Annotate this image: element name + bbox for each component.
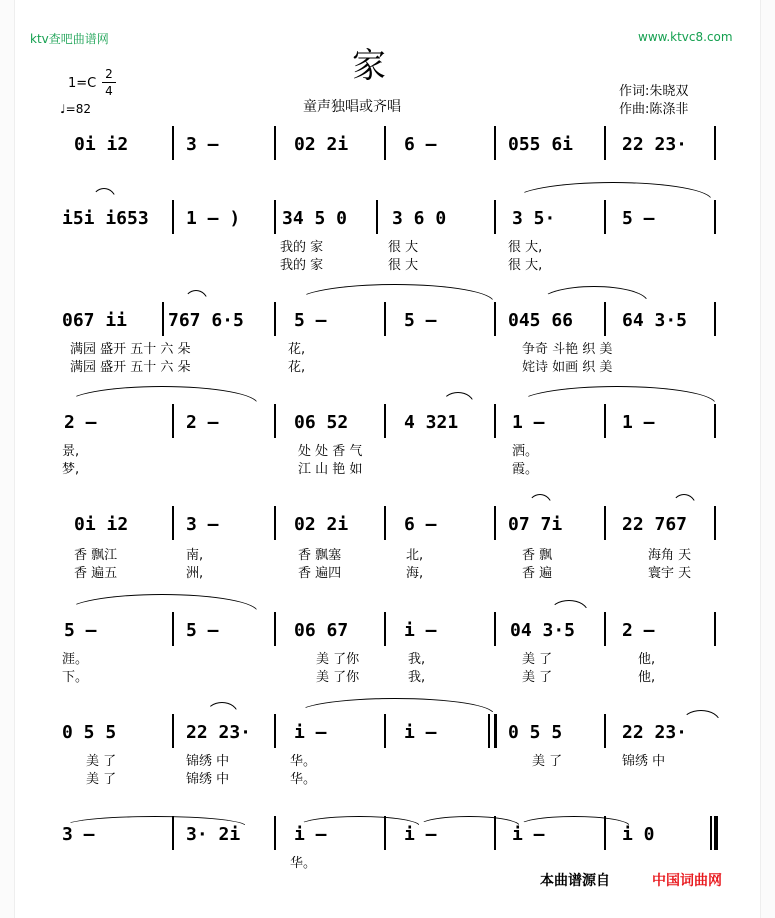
barline <box>604 404 606 438</box>
barline <box>274 200 276 234</box>
measure-2: 767 6·5 <box>168 310 244 331</box>
slur <box>550 600 588 612</box>
lyric-line-2: 美 了你 <box>316 670 360 685</box>
score-system-6 <box>62 620 720 685</box>
measure-2: 1 – ) <box>186 208 241 229</box>
site-watermark-right: www.ktvc8.com <box>638 30 733 44</box>
lyric-line-2: 他, <box>638 670 656 685</box>
slur <box>518 386 716 404</box>
measure-3: 02 2i <box>294 134 349 155</box>
lyric-line-2: 洲, <box>186 566 204 581</box>
lyric-line-1: 很 大 <box>388 240 419 255</box>
lyric-line-2: 我, <box>408 670 426 685</box>
measure-6: i 0 <box>622 824 655 845</box>
barline <box>384 816 386 850</box>
final-barline-thin <box>710 816 712 850</box>
lyric-line-1: 南, <box>186 548 204 563</box>
lyric-line-1: 香 飘塞 <box>298 548 342 563</box>
slur <box>442 392 474 404</box>
lyric-line-1: 他, <box>638 652 656 667</box>
barline <box>714 200 716 234</box>
lyric-line-2: 江 山 艳 如 <box>298 462 363 477</box>
lyric-line-1: 我的 家 <box>280 240 324 255</box>
lyric-line-2: 香 遍四 <box>298 566 342 581</box>
slur <box>184 290 208 302</box>
lyric-line-1: 北, <box>406 548 424 563</box>
barline <box>172 816 174 850</box>
barline <box>494 612 496 646</box>
lyric-line-1: 处 处 香 气 <box>298 444 363 459</box>
tempo-marking: ♩=82 <box>60 102 91 116</box>
measure-3: i – <box>294 824 327 845</box>
measure-5: 1 – <box>512 412 545 433</box>
measure-4: i – <box>404 824 437 845</box>
measure-6: 2 – <box>622 620 655 641</box>
lyric-line-2: 满园 盛开 五十 六 朵 <box>70 360 191 375</box>
barline <box>714 506 716 540</box>
measure-4: i – <box>404 620 437 641</box>
barline <box>384 404 386 438</box>
measure-4: i – <box>404 722 437 743</box>
slur <box>296 698 494 714</box>
score-system-8 <box>62 824 720 884</box>
footer-source-label: 本曲谱源自 <box>540 873 610 889</box>
measure-1: 3 – <box>62 824 95 845</box>
barline <box>172 126 174 160</box>
barline <box>172 714 174 748</box>
time-signature-top: 2 <box>102 66 116 83</box>
lyric-line-2: 美 了 <box>522 670 553 685</box>
measure-6: 64 3·5 <box>622 310 688 331</box>
slur <box>206 702 238 714</box>
repeat-barline <box>494 714 497 748</box>
barline <box>274 612 276 646</box>
measure-2: 5 – <box>186 620 219 641</box>
measure-3: i – <box>294 722 327 743</box>
lyric-line-2: 美 了 <box>86 772 117 787</box>
performance-note: 童声独唱或齐唱 <box>303 99 401 115</box>
barline <box>384 714 386 748</box>
barline <box>494 200 496 234</box>
barline <box>274 404 276 438</box>
barline <box>604 612 606 646</box>
lyric-line-1: 争奇 斗艳 织 美 <box>522 342 613 357</box>
measure-5: 3 5· <box>512 208 556 229</box>
barline <box>274 302 276 336</box>
barline <box>714 612 716 646</box>
measure-2: 3· 2i <box>186 824 241 845</box>
right-watermark-strip <box>760 0 775 918</box>
barline <box>384 506 386 540</box>
barline <box>274 714 276 748</box>
lyric-line-1: 花, <box>288 342 306 357</box>
measure-4: 5 – <box>404 310 437 331</box>
measure-6: 22 23· <box>622 722 688 743</box>
barline <box>274 816 276 850</box>
lyric-line-2: 华。 <box>290 772 317 787</box>
lyric-line-1: 美 了 <box>86 754 117 769</box>
measure-6: 1 – <box>622 412 655 433</box>
lyric-line-2: 梦, <box>62 462 80 477</box>
barline <box>714 404 716 438</box>
measure-6: 22 23· <box>622 134 688 155</box>
measure-2: 2 – <box>186 412 219 433</box>
left-watermark-strip <box>0 0 15 918</box>
lyric-line-1: 美 了 <box>522 652 553 667</box>
barline <box>604 126 606 160</box>
lyric-line-1: 锦绣 中 <box>622 754 666 769</box>
measure-1: 5 – <box>64 620 97 641</box>
barline <box>494 302 496 336</box>
lyric-line-2: 锦绣 中 <box>186 772 230 787</box>
measure-4: 4 321 <box>404 412 459 433</box>
barline <box>172 404 174 438</box>
slur <box>528 494 552 506</box>
song-title: 家 <box>352 46 386 86</box>
lyricist-credit: 作词:朱晓双 <box>619 84 689 99</box>
measure-6: 5 – <box>622 208 655 229</box>
measure-5: 04 3·5 <box>510 620 576 641</box>
barline <box>376 200 378 234</box>
score-system-5 <box>62 514 720 581</box>
measure-5: 07 7i <box>508 514 563 535</box>
barline <box>494 816 496 850</box>
barline <box>384 612 386 646</box>
measure-2: 3 – <box>186 514 219 535</box>
lyric-line-1: 美 了你 <box>316 652 360 667</box>
barline <box>384 302 386 336</box>
measure-3: 06 52 <box>294 412 349 433</box>
barline <box>714 302 716 336</box>
lyric-line-2: 很 大, <box>508 258 543 273</box>
measure-1: 2 – <box>64 412 97 433</box>
lyric-line-2: 霞。 <box>512 462 539 477</box>
lyric-line-1: 海角 天 <box>648 548 692 563</box>
barline <box>488 714 490 748</box>
measure-5: 055 6i <box>508 134 574 155</box>
footer-site-name: 中国词曲网 <box>652 873 722 889</box>
measure-5: i – <box>512 824 545 845</box>
lyric-line-2: 香 遍五 <box>74 566 118 581</box>
time-signature-bottom: 4 <box>105 84 113 98</box>
site-watermark-left: ktv查吧曲谱网 <box>30 32 109 46</box>
lyric-line-1: 华。 <box>290 856 317 871</box>
slur <box>540 286 648 302</box>
final-barline-thick <box>714 816 718 850</box>
lyric-line-1: 我, <box>408 652 426 667</box>
score-system-3 <box>62 310 720 375</box>
lyric-line-2: 姹诗 如画 织 美 <box>522 360 613 375</box>
barline <box>494 506 496 540</box>
slur <box>296 284 494 302</box>
lyric-line-1: 涯。 <box>62 652 89 667</box>
composer-credit: 作曲:陈涤非 <box>619 102 689 117</box>
lyric-line-2: 香 遍 <box>522 566 553 581</box>
measure-3: 06 67 <box>294 620 349 641</box>
measure-6: 22 767 <box>622 514 688 535</box>
measure-5: 045 66 <box>508 310 574 331</box>
barline <box>172 506 174 540</box>
measure-3: 02 2i <box>294 514 349 535</box>
slur <box>66 594 258 612</box>
measure-1: 0i i2 <box>74 514 129 535</box>
slur <box>66 386 258 404</box>
barline <box>494 126 496 160</box>
score-system-4 <box>62 412 720 477</box>
measure-1: 0i i2 <box>74 134 129 155</box>
barline <box>384 126 386 160</box>
key-signature: 1=C <box>68 76 97 91</box>
barline <box>604 714 606 748</box>
barline <box>604 200 606 234</box>
barline <box>172 200 174 234</box>
measure-4: 6 – <box>404 514 437 535</box>
lyric-line-2: 我的 家 <box>280 258 324 273</box>
lyric-line-2: 寰宇 天 <box>648 566 692 581</box>
measure-3: 5 – <box>294 310 327 331</box>
barline <box>714 126 716 160</box>
barline <box>604 506 606 540</box>
lyric-line-1: 华。 <box>290 754 317 769</box>
measure-1: 067 ii <box>62 310 128 331</box>
lyric-line-1: 锦绣 中 <box>186 754 230 769</box>
measure-4: 3 6 0 <box>392 208 447 229</box>
measure-3: 34 5 0 <box>282 208 348 229</box>
measure-5: 0 5 5 <box>508 722 563 743</box>
lyric-line-1: 很 大, <box>508 240 543 255</box>
slur <box>682 710 720 722</box>
lyric-line-1: 香 飘江 <box>74 548 118 563</box>
score-system-2 <box>62 208 720 273</box>
lyric-line-1: 满园 盛开 五十 六 朵 <box>70 342 191 357</box>
barline <box>274 126 276 160</box>
lyric-line-2: 下。 <box>62 670 89 685</box>
time-signature <box>102 66 116 99</box>
lyric-line-1: 景, <box>62 444 80 459</box>
lyric-line-1: 洒。 <box>512 444 539 459</box>
measure-1: i5i i653 <box>62 208 149 229</box>
barline <box>274 506 276 540</box>
measure-2: 3 – <box>186 134 219 155</box>
barline <box>172 612 174 646</box>
lyric-line-1: 美 了 <box>532 754 563 769</box>
barline <box>162 302 164 336</box>
measure-1: 0 5 5 <box>62 722 117 743</box>
barline <box>604 302 606 336</box>
lyric-line-1: 香 飘 <box>522 548 553 563</box>
barline <box>604 816 606 850</box>
lyric-line-2: 花, <box>288 360 306 375</box>
score-system-7 <box>62 722 720 787</box>
measure-2: 22 23· <box>186 722 252 743</box>
measure-4: 6 – <box>404 134 437 155</box>
barline <box>494 404 496 438</box>
slur <box>672 494 696 506</box>
lyric-line-2: 很 大 <box>388 258 419 273</box>
lyric-line-2: 海, <box>406 566 424 581</box>
